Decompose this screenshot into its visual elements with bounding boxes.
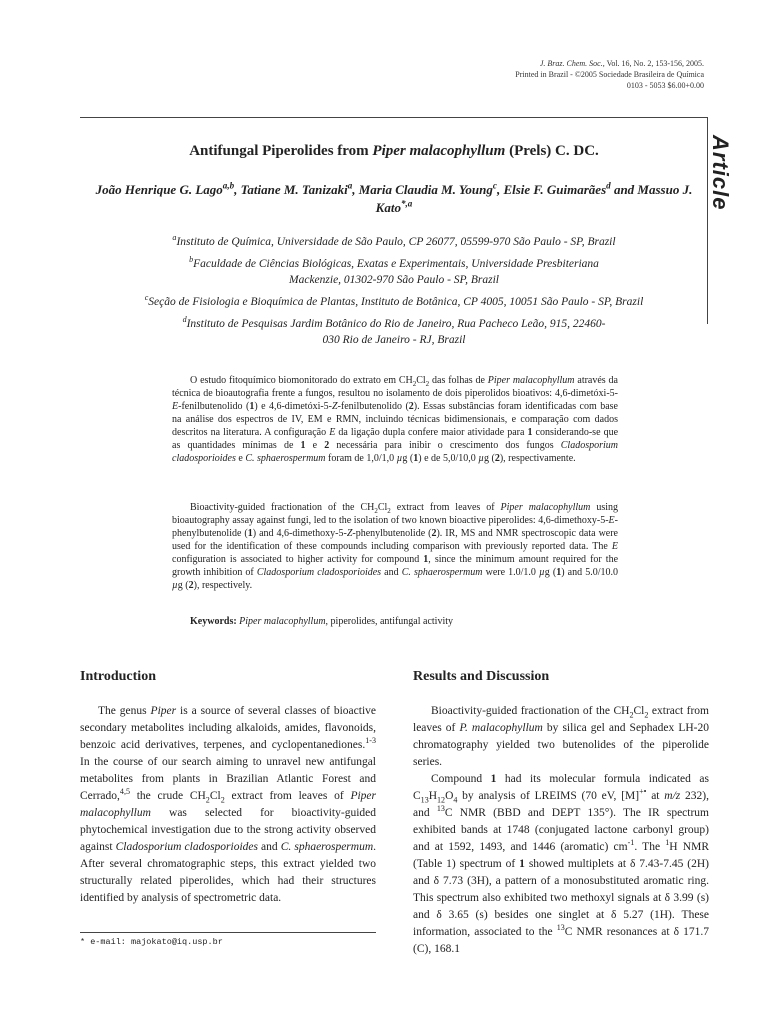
journal-name: J. Braz. Chem. Soc. (539, 59, 603, 68)
affiliation: $^a$Instituto de Química, Universidade de São Paulo, CP 26077, 05599-970 São Paulo - SP, Brazil (172, 233, 616, 248)
section-heading: Results and Discussion (413, 669, 550, 684)
abstract-english: Bioactivity-guided fractionation of the $CH_2Cl_2$ extract from leaves of Piper malacophyllum using bioautography assay against fungi, led to the isolation of two known bioactive piperolides: 4,6-dimethoxy-5-E-phenylbutenolide (1) and 4,6-dimethoxy-5-Z-phenylbutenolide (2). IR, MS and NMR spectroscopic data were used for the identification of these compounds including comparison with previously reported data. The E configuration is associated to higher activity for compound 1, since the minimum amount required for the growth inhibition of Cladosporium cladosporioides and C. sphaerospermum were 1.0/1.0 µg (1) and 5.0/10.0 µg (2), respectively. (172, 502, 619, 591)
author-list: João Henrique G. Lago$^{a,b}$, Tatiane M. Tanizaki$^a$, Maria Claudia M. Young$^c$, Elsie F. Guimarães$^d$ and Massuo J. Kato$^{*,a}$ (95, 180, 693, 215)
journal-header (515, 58, 704, 91)
printed-line: Printed in Brazil - ©2005 Sociedade Brasileira de Química (515, 70, 704, 79)
keywords-label: Keywords: (190, 616, 237, 627)
journal-citation: , Vol. 16, No. 2, 153-156, 2005. (602, 59, 704, 68)
author: Tatiane M. Tanizaki (240, 182, 348, 197)
author: Massuo J. Kato (375, 182, 693, 215)
keywords: Keywords: Piper malacophyllum, piperolides, antifungal activity (190, 616, 454, 627)
paragraph: Bioactivity-guided fractionation of the $CH_2Cl_2$ extract from leaves of P. malacophyllum by silica gel and Sephadex LH-20 chromatography yielded two butenolides of the piperolide series. (413, 705, 710, 768)
abstract-portuguese: O estudo fitoquímico biomonitorado do extrato em $CH_2Cl_2$ das folhas de Piper malacophyllum através da técnica de bioautografia frente a fungos, resultou no isolamento de dois piperolidos bioativos: 4,6-dimetóxi-5-E-fenilbutenolido (1) e 4,6-dimetóxi-5-Z-fenilbutenolido (2). Essas substâncias foram identificadas com base na análise dos espectros de IV, EM e RMN, incluindo técnicas bidimensionais, e comparação com dados descritos na literatura. A configuração E da ligação dupla confere maior atividade para 1 considerando-se que as quantidades mínimas de 1 e 2 necessária para inibir o crescimento dos fungos Cladosporium cladosporioides e C. sphaerospermum foram de 1,0/1,0 µg (1) e de 5,0/10,0 µg (2), respectivamente. (172, 375, 619, 464)
introduction-section (80, 668, 376, 907)
results-section (413, 668, 709, 958)
top-rule (80, 117, 708, 118)
author: Maria Claudia M. Young (358, 182, 493, 197)
footnote-rule (80, 932, 376, 933)
issn-line: 0103 - 5053 $6.00+0.00 (626, 81, 704, 90)
paragraph: The genus Piper is a source of several classes of bioactive secondary metabolites including alkaloids, amides, flavonoids, benzoic acid derivatives, terpenes, and cyclopentanediones.$^{1-3}$ In the course of our search aiming to unravel new antifungal metabolites from plants in Brazilian Atlantic Forest and Cerrado,$^{4,5}$ the crude $CH_2Cl_2$ extract from leaves of Piper malacophyllum was selected for bioactivity-guided phytochemical investigation due to the strong activity observed against Cladosporium cladosporioides and C. sphaerospermum. After several chromatographic steps, this extract yielded two structurally related piperolides, which had their structures identified by analysis of spectrometric data. (80, 705, 377, 904)
affiliation: $^c$Seção de Fisiologia e Bioquímica de Plantas, Instituto de Botânica, CP 4005, 10051 São Paulo - SP, Brazil (144, 293, 644, 308)
article-label: Article (708, 135, 733, 211)
affiliation: $^b$Faculdade de Ciências Biológicas, Exatas e Experimentais, Universidade Presbiteriana Mackenzie, 01302-970 São Paulo - SP, Brazil (189, 255, 599, 286)
affiliations (80, 234, 708, 354)
section-heading: Introduction (80, 669, 156, 684)
paper-title: Antifungal Piperolides from Piper malacophyllum (Prels) C. DC. (189, 143, 599, 159)
author: João Henrique G. Lago (95, 182, 223, 197)
author: Elsie F. Guimarães (503, 182, 607, 197)
paragraph: Compound 1 had its molecular formula indicated as $C_{13}H_{12}O_4$ by analysis of LREIMS (70 eV, [M]+• at m/z 232), and $^{13}$C NMR (BBD and DEPT 135°). The IR spectrum exhibited bands at 1748 (conjugated lactone carbonyl group) and at 1592, 1493, and 1446 (aromatic) $cm^{-1}$. The $^1$H NMR (Table 1) spectrum of 1 showed multiplets at δ 7.43-7.45 (2H) and δ 7.73 (3H), a pattern of a monosubstituted aromatic ring. This spectrum also exhibited two methoxyl signals at δ 3.99 (s) and δ 3.65 (s) besides one singlet at δ 5.27 (1H). These information, associated to the $^{13}$C NMR resonances at δ 171.7 (C), 168.1 (413, 773, 710, 955)
footnote-email: * e-mail: majokato@iq.usp.br (80, 937, 223, 947)
affiliation: $^d$Instituto de Pesquisas Jardim Botânico do Rio de Janeiro, Rua Pacheco Leão, 915, 22460-030 Rio de Janeiro - RJ, Brazil (182, 315, 606, 346)
